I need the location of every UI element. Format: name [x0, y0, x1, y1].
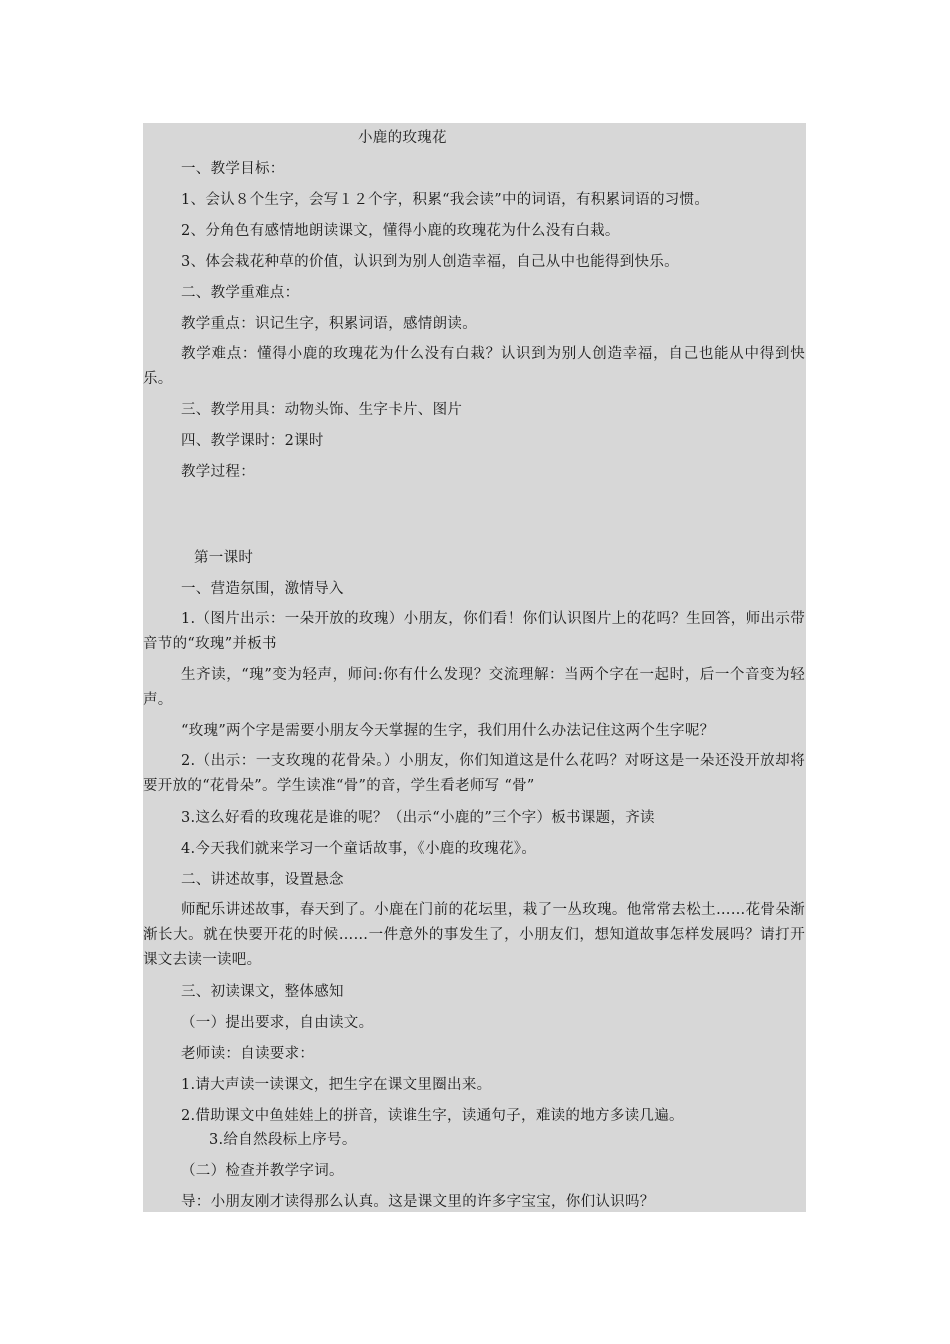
requirement-2: 2.借助课文中鱼娃娃上的拼音，读谁生字，读通句子，难读的地方多读几遍。: [181, 1108, 684, 1124]
goal-item-3: 3、体会栽花种草的价值，认识到为别人创造幸福，自己从中也能得到快乐。: [181, 254, 679, 270]
teacher-read-label: 老师读：自读要求：: [181, 1046, 315, 1062]
part-heading-1: 一、营造氛围，激情导入: [181, 581, 344, 597]
paragraph-1-2: 生齐读，“瑰”变为轻声，师问:你有什么发现？交流理解：当两个字在一起时，后一个音变为轻声。: [143, 667, 805, 708]
sub-heading-1: （一）提出要求，自由读文。: [181, 1015, 374, 1031]
key-point: 教学重点：识记生字，积累词语，感情朗读。: [181, 316, 477, 332]
section-heading-goals: 一、教学目标：: [181, 161, 285, 177]
paragraph-2-1: 师配乐讲述故事，春天到了。小鹿在门前的花坛里，栽了一丛玫瑰。他常常去松土……花骨朵渐渐长大。就在快要开花的时候……一件意外的事发生了，小朋友们，想知道故事怎样发展吗？请打开课文去读一读吧。: [143, 902, 805, 968]
goal-item-1: 1、会认８个生字，会写１２个字，积累“我会读”中的词语，有积累词语的习惯。: [181, 192, 710, 208]
paragraph-1-1: 1.（图片出示：一朵开放的玫瑰）小朋友，你们看！你们认识图片上的花吗？生回答，师出示带音节的“玫瑰”并板书: [143, 611, 805, 652]
goal-item-2: 2、分角色有感情地朗读课文，懂得小鹿的玫瑰花为什么没有白栽。: [181, 223, 620, 239]
guide-text: 导：小朋友刚才读得那么认真。这是课文里的许多字宝宝，你们认识吗？: [181, 1194, 655, 1210]
part-heading-2: 二、讲述故事，设置悬念: [181, 872, 344, 888]
paragraph-1-3: “玫瑰”两个字是需要小朋友今天掌握的生字，我们用什么办法记住这两个生字呢？: [181, 723, 715, 739]
requirement-3: 3.给自然段标上序号。: [209, 1132, 357, 1148]
paragraph-1-6: 4.今天我们就来学习一个童话故事，《小鹿的玫瑰花》。: [181, 841, 537, 857]
paragraph-1-5: 3.这么好看的玫瑰花是谁的呢？（出示“小鹿的”三个字）板书课题，齐读: [181, 810, 655, 826]
section-heading-key-points: 二、教学重难点：: [181, 285, 300, 301]
difficult-point: 教学难点：懂得小鹿的玫瑰花为什么没有白栽？认识到为别人创造幸福，自己也能从中得到快乐。: [143, 346, 805, 387]
paragraph-1-4: 2.（出示：一支玫瑰的花骨朵。）小朋友，你们知道这是什么花吗？对呀这是一朵还没开放却将要开放的“花骨朵”。学生读准“骨”的音，学生看老师写 “骨”: [143, 753, 805, 794]
part-heading-3: 三、初读课文，整体感知: [181, 984, 344, 1000]
process-heading: 教学过程：: [181, 464, 255, 480]
section-heading-periods: 四、教学课时：2课时: [181, 433, 324, 449]
document-page: [143, 123, 806, 1212]
sub-heading-2: （二）检查并教学字词。: [181, 1163, 344, 1179]
section-heading-tools: 三、教学用具：动物头饰、生字卡片、图片: [181, 402, 463, 418]
document-title: 小鹿的玫瑰花: [358, 130, 447, 146]
lesson-heading: 第一课时: [194, 550, 254, 566]
requirement-1: 1.请大声读一读课文，把生字在课文里圈出来。: [181, 1077, 492, 1093]
